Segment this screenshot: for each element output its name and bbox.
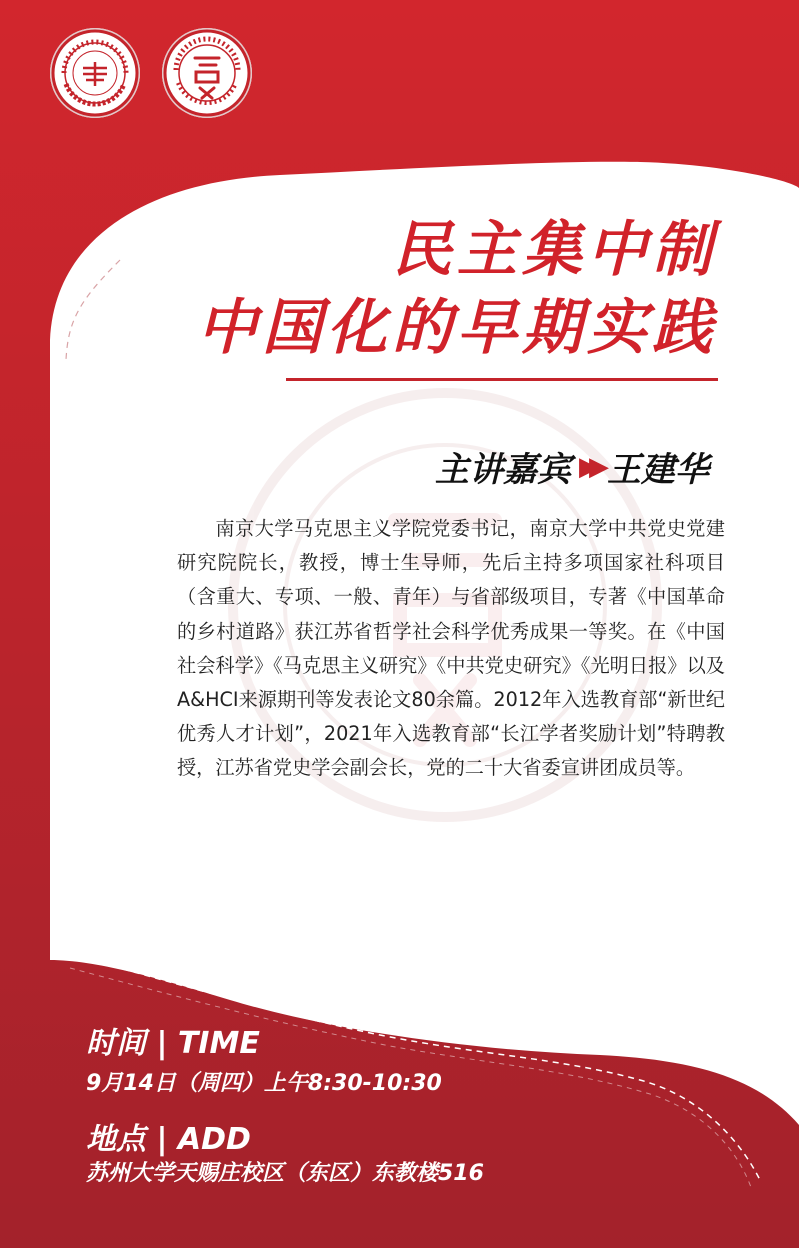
soochow-university-logo <box>50 28 140 118</box>
speaker-bio: 南京大学马克思主义学院党委书记，南京大学中共党史党建研究院院长，教授，博士生导师，先后主持多项国家社科项目（含重大、专项、一般、青年）与省部级项目，专著《中国革命的乡村道路》获江苏省哲学社会科学优秀成果一等奖。在《中国社会科学》《马克思主义研究》《中共党史研究》《光明日报》以及A&HCI来源期刊等发表论文80余篇。2012年入选教育部“新世纪优秀人才计划”，2021年入选教育部“长江学者奖励计划”特聘教授，江苏省党史学会副会长，党的二十大省委宣讲团成员等。 <box>177 517 725 780</box>
speaker-label: 主讲嘉宾 <box>435 450 571 490</box>
school-of-marxism-logo <box>162 28 252 118</box>
time-label: 时间 | TIME <box>86 1026 260 1061</box>
place-value: 苏州大学天赐庄校区（东区）东教楼516 <box>86 1161 484 1186</box>
place-label: 地点 | ADD <box>86 1122 251 1157</box>
double-arrow-icon: ▶▶ <box>579 451 599 482</box>
title-divider <box>286 378 718 381</box>
university-seal-icon <box>50 28 140 118</box>
title-line-2: 中国化的早期实践 <box>197 293 717 363</box>
title-line-1: 民主集中制 <box>392 215 717 285</box>
marxism-school-seal-icon <box>162 28 252 118</box>
speaker-heading <box>435 442 709 491</box>
time-value: 9月14日（周四）上午8:30-10:30 <box>86 1071 442 1096</box>
speaker-name: 王建华 <box>607 450 709 490</box>
